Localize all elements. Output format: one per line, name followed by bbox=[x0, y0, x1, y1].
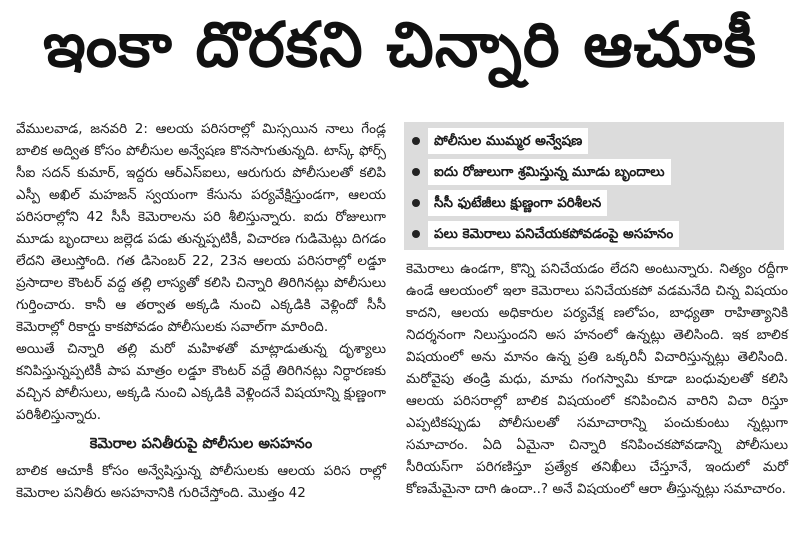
bullet-icon bbox=[412, 137, 420, 145]
headline: ఇంకా దొరకని చిన్నారి ఆచూకీ bbox=[42, 8, 757, 81]
bullet-icon bbox=[412, 230, 420, 238]
highlight-item bbox=[412, 188, 778, 217]
highlights-box bbox=[404, 122, 784, 250]
article-paragraph: అయితే చిన్నారి తల్లి మరో మహిళతో మాట్లాడుతున్న దృశ్యాలు కనిపిస్తున్నప్పటికీ పాప మాత్రం లడ్డూ కౌంటర్ వద్దే తిరిగినట్లు నిర్ధారణకు వచ్చిన పోలీసులు, అక్కడి నుంచి ఎక్కడికి వెళ్లిందనే విషయాన్ని క్షుణ్ణంగా పరిశీలిస్తున్నారు. bbox=[16, 341, 386, 423]
article-right-column bbox=[406, 258, 788, 500]
article-left-column bbox=[16, 118, 386, 504]
article-paragraph: వేములవాడ, జనవరి 2: ఆలయ పరిసరాల్లో మిస్సయిన నాలు గేండ్ల బాలిక అద్విత కోసం పోలీసుల అన్వేషణ కొనసాగుతున్నది. టాస్క్ ఫోర్స్ సీఐ సదన్ కుమార్, ఇద్దరు ఆర్ఎస్ఐలు, ఆరుగురు పోలీసులతో కలిపి ఎస్పీ అఖిల్ మహజన్ స్వయంగా కేసును పర్యవేక్షిస్తుండగా, ఆలయ పరిసరాల్లోని 42 సీసీ కెమెరాలను పరి శీలిస్తున్నారు. ఐదు రోజులుగా మూడు బృందాలు జల్లెడ పడు తున్నప్పటికీ, విచారణ గుడిమెట్లు దిగడం లేదని తెలుస్తోంది. గత డిసెంబర్ 22, 23న ఆలయ పరిసరాల్లో లడ్డూ ప్రసాదాల కౌంటర్ వద్ద తల్లి లాస్యతో కలిసి చిన్నారి తిరిగినట్లు పోలీసులు గుర్తించారు. కానీ ఆ తర్వాత అక్కడి నుంచి ఎక్కడికి వెళ్లిందో సీసీ కెమెరాల్లో రికార్డు కాకపోవడం పోలీసులకు సవాల్‌గా మారింది. bbox=[16, 121, 386, 335]
highlight-text: పలు కెమెరాలు పనిచేయకపోవడంపై అసహనం bbox=[428, 221, 679, 247]
highlight-text: సీసీ ఫుటేజీలు క్షుణ్ణంగా పరిశీలన bbox=[428, 190, 607, 216]
highlight-text: పోలీసుల ముమ్మర అన్వేషణ bbox=[428, 128, 588, 154]
article-subhead: కెమెరాల పనితీరుపై పోలీసుల అసహనం bbox=[89, 436, 313, 452]
highlight-item bbox=[412, 126, 778, 155]
bullet-icon bbox=[412, 168, 420, 176]
article-paragraph: బాలిక ఆచూకీ కోసం అన్వేషిస్తున్న పోలీసులకు ఆలయ పరిస రాల్లో కెమెరాల పనితీరు అసహనానికి గురిచేస్తోంది. మొత్తం 42 bbox=[16, 463, 386, 501]
bullet-icon bbox=[412, 199, 420, 207]
highlight-text: ఐదు రోజులుగా శ్రమిస్తున్న మూడు బృందాలు bbox=[428, 159, 671, 185]
highlight-item bbox=[412, 157, 778, 186]
highlight-item bbox=[412, 219, 778, 248]
article-paragraph: కెమెరాలు ఉండగా, కొన్ని పనిచేయడం లేదని అంటున్నారు. నిత్యం రద్దీగా ఉండే ఆలయంలో ఇలా కెమెరాలు పనిచేయకపో వడమనేది చిన్న విషయం కాదని, ఆలయ అధికారుల పర్యవేక్ష ణలోపం, బాధ్యతా రాహిత్యానికి నిదర్శనంగా నిలుస్తుందని అస హనంలో ఉన్నట్లు తెలిసింది. ఇక బాలిక విషయంలో అను మానం ఉన్న ప్రతి ఒక్కరినీ విచారిస్తున్నట్లు తెలిసింది. మరోవైపు తండ్రి మధు, మామ గంగస్వామి కూడా బంధువులతో కలిసి ఆలయ పరిసరాల్లో బాలిక విషయంలో కనిపించిన వారిని విచా రిస్తూ ఎప్పటికప్పుడు పోలీసులతో సమాచారాన్ని పంచుకుంటు న్నట్లుగా సమాచారం. ఏది ఏమైనా చిన్నారి కనిపించకపోవడాన్ని పోలీసులు సీరియస్‌గా పరిగణిస్తూ ప్రత్యేక తనిఖీలు చేస్తూనే, ఇందులో మరో కోణమేమైనా దాగి ఉందా..? అనే విషయంలో ఆరా తీస్తున్నట్లు సమాచారం. bbox=[406, 261, 788, 497]
